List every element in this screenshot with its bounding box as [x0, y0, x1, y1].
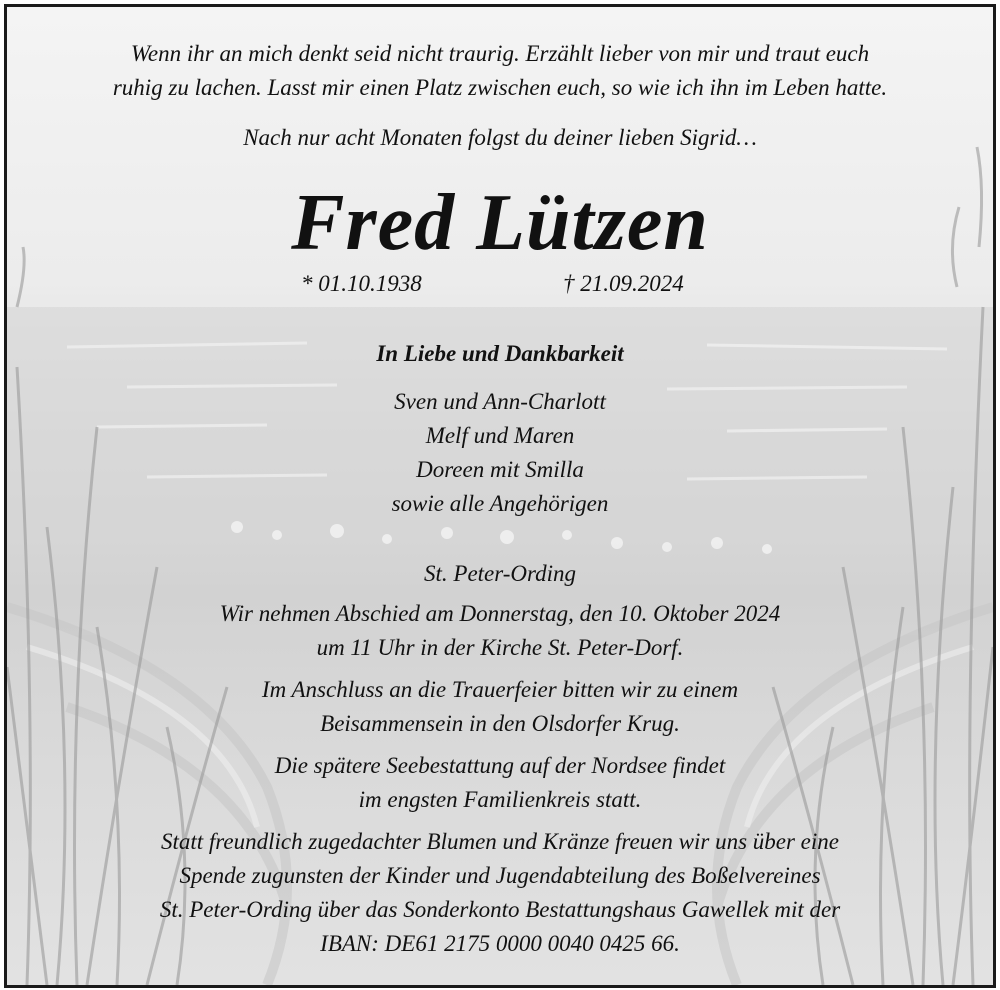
dedication: In Liebe und Dankbarkeit — [376, 341, 624, 366]
death-date: † 21.09.2024 — [563, 271, 684, 296]
donation-iban: IBAN: DE61 2175 0000 0040 0425 66. — [320, 931, 680, 956]
farewell-line-2: um 11 Uhr in der Kirche St. Peter-Dorf. — [316, 635, 684, 660]
subline: Nach nur acht Monaten folgst du deiner lieben Sigrid… — [243, 125, 757, 150]
donation-line-3: St. Peter-Ording über das Sonderkonto Bestattungshaus Gawellek mit der — [159, 897, 841, 922]
family-member: Melf und Maren — [425, 423, 575, 448]
family-member: sowie alle Angehörigen — [391, 491, 609, 516]
intro-line-1: Wenn ihr an mich denkt seid nicht traurig. Erzählt lieber von mir und traut euch — [130, 41, 870, 66]
birth-date: * 01.10.1938 — [301, 271, 422, 296]
deceased-name: Fred Lützen — [291, 179, 709, 267]
gathering-line-1: Im Anschluss an die Trauerfeier bitten wir zu einem — [261, 677, 739, 702]
intro-line-2: ruhig zu lachen. Lasst mir einen Platz zwischen euch, so wie ich ihn im Leben hatte. — [112, 75, 888, 100]
donation-line-1: Statt freundlich zugedachter Blumen und Kränze freuen wir uns über eine — [161, 829, 839, 854]
donation-line-2: Spende zugunsten der Kinder und Jugendabteilung des Boßelvereines — [179, 863, 821, 888]
family-member: Sven und Ann-Charlott — [394, 389, 606, 414]
farewell-line-1: Wir nehmen Abschied am Donnerstag, den 10. Oktober 2024 — [219, 601, 781, 626]
gathering-line-2: Beisammensein in den Olsdorfer Krug. — [320, 711, 680, 736]
place: St. Peter-Ording — [424, 561, 576, 586]
family-member: Doreen mit Smilla — [416, 457, 584, 482]
burial-line-1: Die spätere Seebestattung auf der Nordsee findet — [274, 753, 726, 778]
obituary-frame — [4, 4, 996, 988]
obituary-text — [7, 7, 993, 985]
burial-line-2: im engsten Familienkreis statt. — [358, 787, 642, 812]
